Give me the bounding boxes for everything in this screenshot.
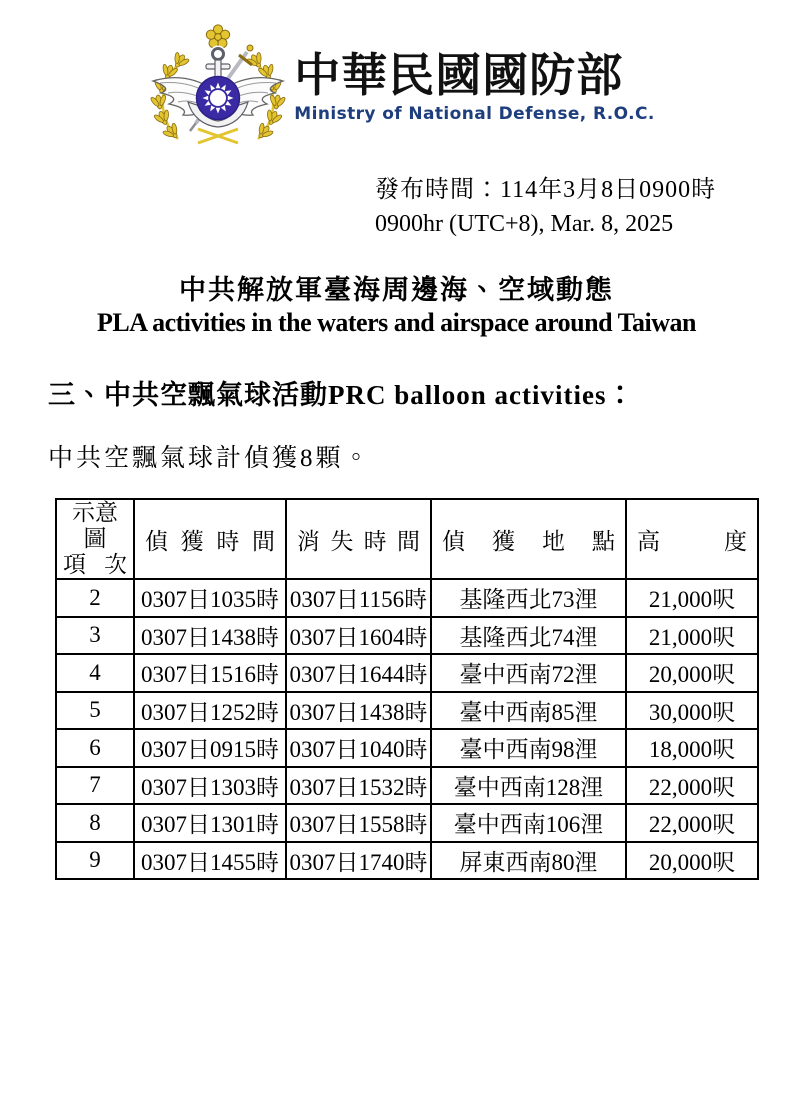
cell-detect-location: 臺中西南85浬: [431, 692, 626, 730]
cell-vanish-time: 0307日1156時: [286, 579, 431, 617]
cell-detect-time: 0307日1438時: [134, 617, 286, 655]
cell-seq: 8: [56, 804, 134, 842]
cell-vanish-time: 0307日1644時: [286, 654, 431, 692]
cell-vanish-time: 0307日1438時: [286, 692, 431, 730]
org-names: [294, 50, 654, 124]
cell-detect-location: 臺中西南72浬: [431, 654, 626, 692]
org-name-zh: 中華民國國防部: [294, 49, 624, 101]
cell-vanish-time: 0307日1558時: [286, 804, 431, 842]
cell-vanish-time: 0307日1040時: [286, 729, 431, 767]
release-time-zh: 發布時間：114年3月8日0900時: [375, 177, 717, 203]
cell-detect-time: 0307日1516時: [134, 654, 286, 692]
cell-vanish-time: 0307日1740時: [286, 842, 431, 880]
cell-seq: 4: [56, 654, 134, 692]
cell-altitude: 20,000呎: [626, 654, 758, 692]
cell-seq: 9: [56, 842, 134, 880]
cell-altitude: 18,000呎: [626, 729, 758, 767]
cell-vanish-time: 0307日1604時: [286, 617, 431, 655]
cell-detect-location: 臺中西南98浬: [431, 729, 626, 767]
col-header-vanish-time: 消 失 時 間: [286, 499, 431, 579]
table-row: [56, 617, 758, 655]
cell-detect-time: 0307日1252時: [134, 692, 286, 730]
cell-altitude: 22,000呎: [626, 804, 758, 842]
release-time-en: 0900hr (UTC+8), Mar. 8, 2025: [375, 211, 674, 237]
col-header-detect-location: 偵 獲 地 點: [431, 499, 626, 579]
cell-detect-location: 基隆西北74浬: [431, 617, 626, 655]
cell-vanish-time: 0307日1532時: [286, 767, 431, 805]
cell-seq: 6: [56, 729, 134, 767]
release-time: [375, 173, 793, 241]
cell-detect-location: 屏東西南80浬: [431, 842, 626, 880]
cell-altitude: 30,000呎: [626, 692, 758, 730]
section-heading: 三、中共空飄氣球活動PRC balloon activities：: [48, 380, 635, 410]
cell-seq: 7: [56, 767, 134, 805]
cell-detect-time: 0307日1301時: [134, 804, 286, 842]
col-header-altitude: 高 度: [626, 499, 758, 579]
cell-altitude: 22,000呎: [626, 767, 758, 805]
document-title-en: PLA activities in the waters and airspace around Taiwan: [97, 308, 696, 337]
cell-detect-location: 臺中西南106浬: [431, 804, 626, 842]
cell-detect-time: 0307日1303時: [134, 767, 286, 805]
cell-detect-time: 0307日1455時: [134, 842, 286, 880]
cell-detect-time: 0307日0915時: [134, 729, 286, 767]
table-row: [56, 692, 758, 730]
org-name-en: Ministry of National Defense, R.O.C.: [294, 103, 655, 124]
cell-detect-location: 基隆西北73浬: [431, 579, 626, 617]
col-header-detect-time: 偵 獲 時 間: [134, 499, 286, 579]
cell-seq: 5: [56, 692, 134, 730]
balloon-activity-table: [55, 498, 759, 880]
cell-altitude: 20,000呎: [626, 842, 758, 880]
table-row: [56, 767, 758, 805]
table-row: [56, 579, 758, 617]
mnd-emblem-icon: [148, 24, 288, 149]
cell-detect-location: 臺中西南128浬: [431, 767, 626, 805]
table-row: [56, 842, 758, 880]
document-title-zh: 中共解放軍臺海周邊海、空域動態: [179, 275, 614, 305]
cell-detect-time: 0307日1035時: [134, 579, 286, 617]
table-row: [56, 654, 758, 692]
section-summary: 中共空飄氣球計偵獲8顆。: [48, 445, 372, 472]
table-header-row: [56, 499, 758, 579]
cell-seq: 2: [56, 579, 134, 617]
table-row: [56, 804, 758, 842]
col-header-seq: 示意圖 項 次: [56, 499, 134, 579]
document-title: [0, 273, 793, 339]
table-row: [56, 729, 758, 767]
cell-seq: 3: [56, 617, 134, 655]
header: [10, 24, 793, 149]
cell-altitude: 21,000呎: [626, 579, 758, 617]
cell-altitude: 21,000呎: [626, 617, 758, 655]
